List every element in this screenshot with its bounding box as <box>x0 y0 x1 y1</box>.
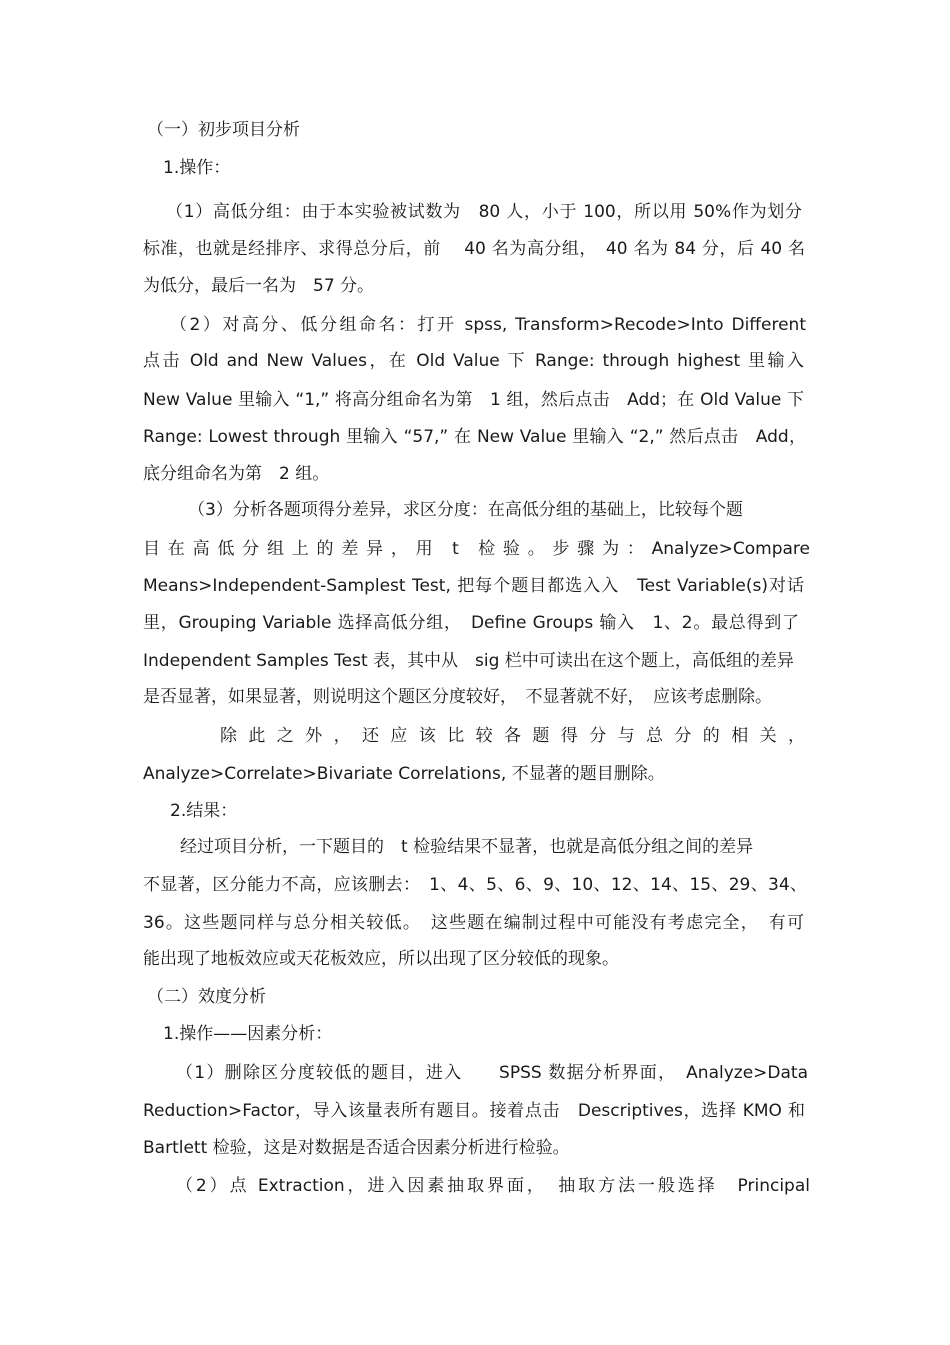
paragraph-line: Reduction>Factor，导入该量表所有题目。接着点击 Descriptives，选择 KMO 和 <box>143 1101 805 1121</box>
paragraph-line: 经过项目分析，一下题目的 t 检验结果不显著，也就是高低分组之间的差异 <box>180 837 754 857</box>
subsection-label: 1.操作： <box>163 158 231 178</box>
paragraph-line: Range: Lowest through 里输入 “57,” 在 New Value 里输入 “2,” 然后点击 Add， <box>143 427 806 447</box>
paragraph-line: 是否显著，如果显著，则说明这个题区分度较好， 不显著就不好， 应该考虑删除。 <box>143 687 772 707</box>
paragraph-line: （1）高低分组：由于本实验被试数为 80 人，小于 100，所以用 50%作为划分 <box>166 202 802 222</box>
paragraph-line: （1）删除区分度较低的题目，进入 SPSS 数据分析界面， Analyze>Data <box>176 1063 808 1083</box>
section-heading: （一）初步项目分析 <box>147 120 300 140</box>
paragraph-line: （2）点 Extraction，进入因素抽取界面， 抽取方法一般选择 Principal <box>176 1176 810 1196</box>
subsection-label: 1.操作——因素分析： <box>163 1024 333 1044</box>
paragraph-line: 标准，也就是经排序、求得总分后，前 40 名为高分组， 40 名为 84 分，后 40 名 <box>143 239 805 259</box>
paragraph-line: 目 在 高 低 分 组 上 的 差 异 ， 用 t 检 验 。 步 骤 为 ： Analyze>Compare <box>143 539 810 559</box>
paragraph-line: Means>Independent-Samplest Test, 把每个题目都选入入 Test Variable(s)对话 <box>143 576 804 596</box>
paragraph-line: 能出现了地板效应或天花板效应，所以出现了区分较低的现象。 <box>143 949 619 969</box>
subsection-label: 2.结果： <box>170 801 238 821</box>
paragraph-line: 为低分，最后一名为 57 分。 <box>143 276 375 296</box>
paragraph-line: 底分组命名为第 2 组。 <box>143 464 330 484</box>
paragraph-line: 不显著，区分能力不高，应该删去： 1、4、5、6、9、10、12、14、15、29、34、 <box>143 875 807 895</box>
paragraph-line: New Value 里输入 “1,” 将高分组命名为第 1 组，然后点击 Add；在 Old Value 下 <box>143 390 804 410</box>
paragraph-line: 除 此 之 外 ， 还 应 该 比 较 各 题 得 分 与 总 分 的 相 关 ， <box>220 726 805 746</box>
paragraph-line: （2）对高分、低分组命名：打开 spss, Transform>Recode>Into Different <box>170 315 806 335</box>
paragraph-line: Independent Samples Test 表，其中从 sig 栏中可读出在这个题上，高低组的差异 <box>143 651 794 671</box>
paragraph-line: （3）分析各题项得分差异，求区分度：在高低分组的基础上，比较每个题 <box>188 500 743 520</box>
section-heading: （二）效度分析 <box>147 987 266 1007</box>
paragraph-line: 里，Grouping Variable 选择高低分组， Define Groups 输入 1、2。最总得到了 <box>143 613 799 633</box>
paragraph-line: 点击 Old and New Values，在 Old Value 下 Range: through highest 里输入 <box>143 351 804 371</box>
paragraph-line: Analyze>Correlate>Bivariate Correlations, 不显著的题目删除。 <box>143 764 665 784</box>
paragraph-line: 36。这些题同样与总分相关较低。 这些题在编制过程中可能没有考虑完全， 有可 <box>143 913 804 933</box>
paragraph-line: Bartlett 检验，这是对数据是否适合因素分析进行检验。 <box>143 1138 570 1158</box>
